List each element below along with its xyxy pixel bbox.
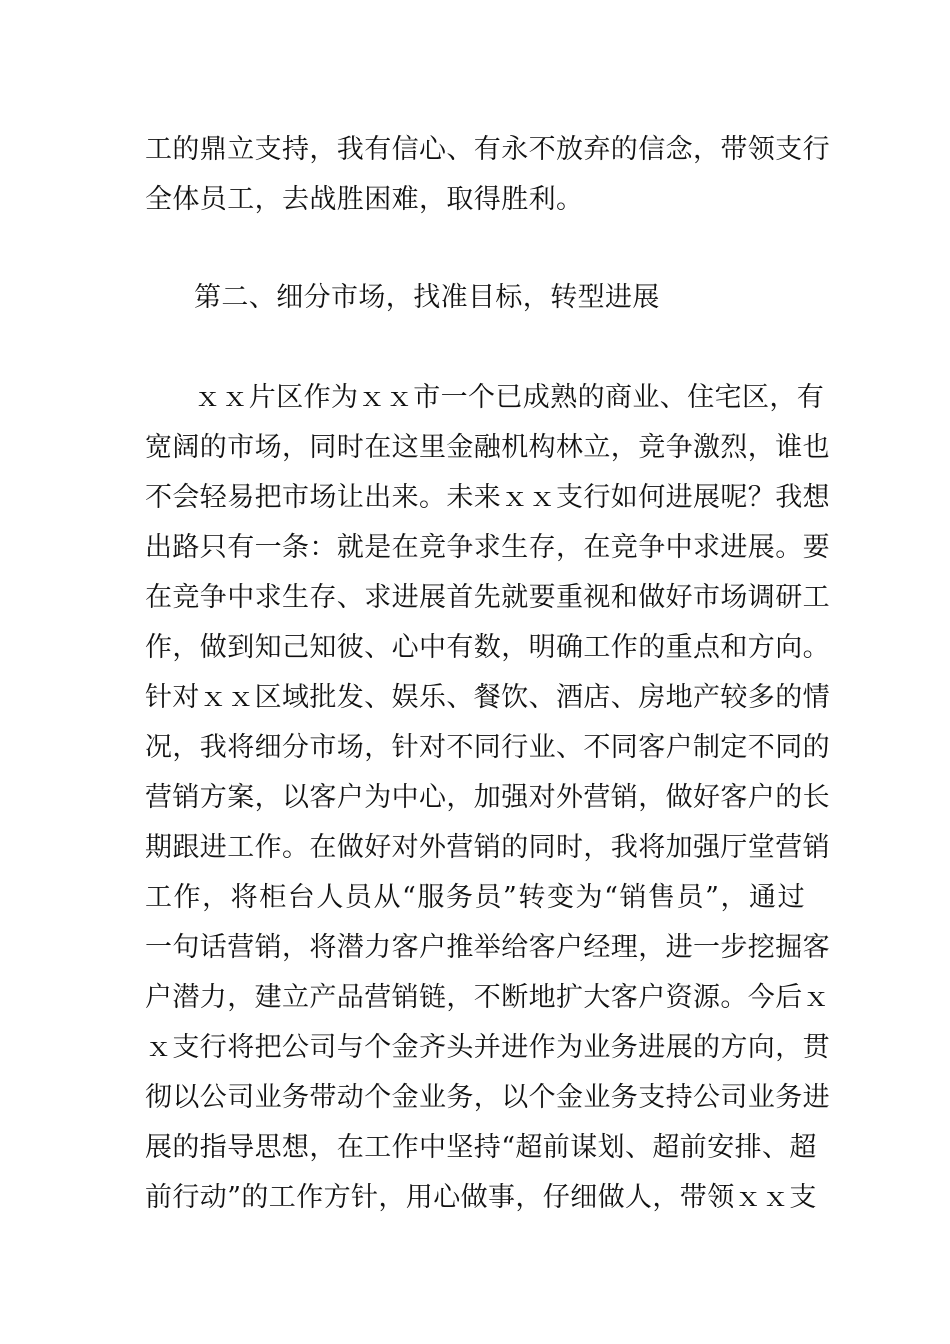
paragraph-2-line-7: 针对ｘｘ区域批发、娱乐、餐饮、酒店、房地产较多的情	[145, 682, 830, 713]
paragraph-2-line-1: ｘｘ片区作为ｘｘ市一个已成熟的商业、住宅区，有	[194, 382, 825, 413]
paragraph-2-line-6: 作，做到知己知彼、心中有数，明确工作的重点和方向。	[145, 632, 830, 663]
paragraph-2-line-9: 营销方案，以客户为中心，加强对外营销，做好客户的长	[145, 782, 830, 813]
paragraph-2-line-5: 在竞争中求生存、求进展首先就要重视和做好市场调研工	[145, 582, 830, 613]
paragraph-2-line-10: 期跟进工作。在做好对外营销的同时，我将加强厅堂营销	[145, 832, 830, 863]
paragraph-2-line-12: 一句话营销，将潜力客户推举给客户经理，进一步挖掘客	[145, 932, 830, 963]
paragraph-2-line-11: 工作，将柜台人员从“服务员”转变为“销售员”，通过	[145, 882, 805, 913]
section-heading: 第二、细分市场，找准目标，转型进展	[194, 282, 660, 313]
paragraph-2-line-15: 彻以公司业务带动个金业务，以个金业务支持公司业务进	[145, 1082, 830, 1113]
paragraph-1-line-2: 全体员工，去战胜困难，取得胜利。	[145, 184, 584, 215]
paragraph-1-line-1: 工的鼎立支持，我有信心、有永不放弃的信念，带领支行	[145, 134, 830, 165]
paragraph-2-line-2: 宽阔的市场，同时在这里金融机构林立，竞争激烈，谁也	[145, 432, 830, 463]
paragraph-2-line-13: 户潜力，建立产品营销链，不断地扩大客户资源。今后ｘ	[145, 982, 830, 1013]
paragraph-2-line-4: 出路只有一条：就是在竞争求生存，在竞争中求进展。要	[145, 532, 830, 563]
paragraph-2-line-3: 不会轻易把市场让出来。未来ｘｘ支行如何进展呢？我想	[145, 482, 830, 513]
paragraph-2-line-8: 况，我将细分市场，针对不同行业、不同客户制定不同的	[145, 732, 830, 763]
paragraph-2-line-14: ｘ支行将把公司与个金齐头并进作为业务进展的方向，贯	[145, 1032, 830, 1063]
paragraph-2-line-16: 展的指导思想，在工作中坚持“超前谋划、超前安排、超	[145, 1132, 817, 1163]
paragraph-2-line-17: 前行动”的工作方针，用心做事，仔细做人，带领ｘｘ支	[145, 1182, 817, 1213]
